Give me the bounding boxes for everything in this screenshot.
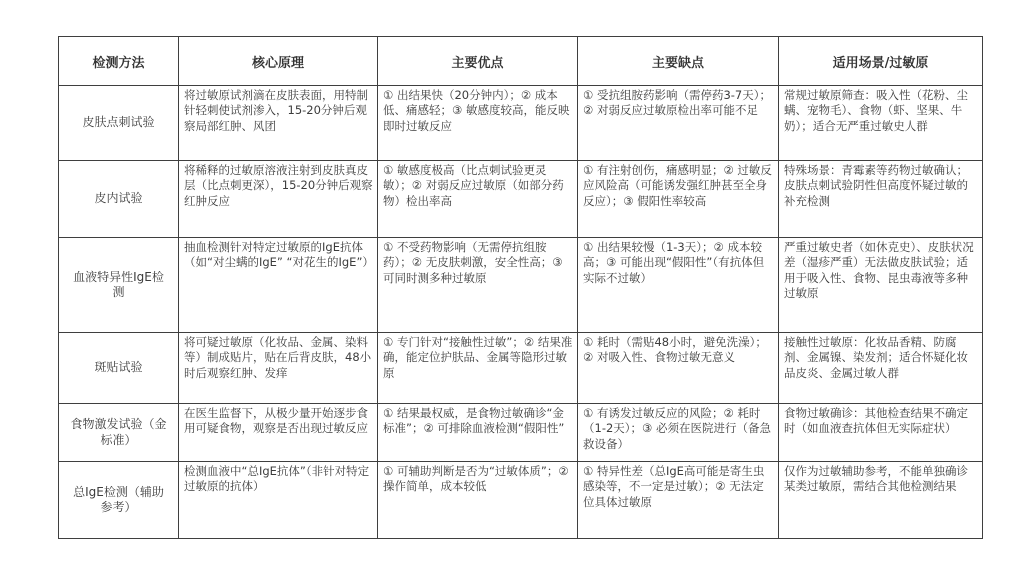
cell-method: 斑贴试验 (59, 333, 179, 404)
cell-cons: ① 有诱发过敏反应的风险；② 耗时（1-2天）；③ 必须在医院进行（备急救设备） (578, 404, 779, 462)
cell-principle: 将过敏原试剂滴在皮肤表面，用特制针轻刺使试剂渗入，15-20分钟后观察局部红肿、风团 (179, 86, 378, 161)
cell-method: 皮内试验 (59, 161, 179, 238)
cell-principle: 在医生监督下，从极少量开始逐步食用可疑食物，观察是否出现过敏反应 (179, 404, 378, 462)
cell-principle: 将稀释的过敏原溶液注射到皮肤真皮层（比点刺更深），15-20分钟后观察红肿反应 (179, 161, 378, 238)
col-header-cons: 主要缺点 (578, 37, 779, 86)
cell-method: 总IgE检测（辅助参考） (59, 462, 179, 539)
allergy-test-comparison-table (58, 36, 983, 539)
col-header-method: 检测方法 (59, 37, 179, 86)
cell-principle: 检测血液中“总IgE抗体”（非针对特定过敏原的抗体） (179, 462, 378, 539)
cell-pros: ① 专门针对“接触性过敏”；② 结果准确，能定位护肤品、金属等隐形过敏原 (378, 333, 578, 404)
table-row (59, 404, 983, 462)
cell-pros: ① 可辅助判断是否为“过敏体质”；② 操作简单，成本较低 (378, 462, 578, 539)
col-header-principle: 核心原理 (179, 37, 378, 86)
cell-pros: ① 结果最权威，是食物过敏确诊“金标准”；② 可排除血液检测“假阳性” (378, 404, 578, 462)
header-row (59, 37, 983, 86)
table-row (59, 161, 983, 238)
cell-scenarios: 常规过敏原筛查：吸入性（花粉、尘螨、宠物毛）、食物（虾、坚果、牛奶）；适合无严重过敏史人群 (779, 86, 983, 161)
cell-principle: 抽血检测针对特定过敏原的IgE抗体（如“对尘螨的IgE” “对花生的IgE”） (179, 238, 378, 333)
cell-scenarios: 接触性过敏原：化妆品香精、防腐剂、金属镍、染发剂；适合怀疑化妆品皮炎、金属过敏人群 (779, 333, 983, 404)
cell-cons: ① 出结果较慢（1-3天）；② 成本较高；③ 可能出现“假阳性”（有抗体但实际不过敏） (578, 238, 779, 333)
cell-cons: ① 特异性差（总IgE高可能是寄生虫感染等，不一定是过敏）；② 无法定位具体过敏原 (578, 462, 779, 539)
table-row (59, 86, 983, 161)
cell-scenarios: 特殊场景：青霉素等药物过敏确认；皮肤点刺试验阴性但高度怀疑过敏的补充检测 (779, 161, 983, 238)
cell-principle: 将可疑过敏原（化妆品、金属、染料等）制成贴片，贴在后背皮肤，48小时后观察红肿、发痒 (179, 333, 378, 404)
cell-scenarios: 仅作为过敏辅助参考，不能单独确诊某类过敏原，需结合其他检测结果 (779, 462, 983, 539)
cell-method: 食物激发试验（金标准） (59, 404, 179, 462)
cell-scenarios: 严重过敏史者（如休克史）、皮肤状况差（湿疹严重）无法做皮肤试验；适用于吸入性、食物、昆虫毒液等多种过敏原 (779, 238, 983, 333)
cell-pros: ① 出结果快（20分钟内）；② 成本低、痛感轻；③ 敏感度较高，能反映即时过敏反应 (378, 86, 578, 161)
cell-cons: ① 耗时（需贴48小时，避免洗澡）；② 对吸入性、食物过敏无意义 (578, 333, 779, 404)
table-row (59, 462, 983, 539)
cell-cons: ① 受抗组胺药影响（需停药3-7天）；② 对弱反应过敏原检出率可能不足 (578, 86, 779, 161)
cell-method: 皮肤点刺试验 (59, 86, 179, 161)
col-header-scenarios: 适用场景/过敏原 (779, 37, 983, 86)
cell-cons: ① 有注射创伤，痛感明显；② 过敏反应风险高（可能诱发强红肿甚至全身反应）；③ 假阳性率较高 (578, 161, 779, 238)
cell-method: 血液特异性IgE检测 (59, 238, 179, 333)
col-header-pros: 主要优点 (378, 37, 578, 86)
table-row (59, 333, 983, 404)
cell-scenarios: 食物过敏确诊：其他检查结果不确定时（如血液查抗体但无实际症状） (779, 404, 983, 462)
cell-pros: ① 不受药物影响（无需停抗组胺药）；② 无皮肤刺激，安全性高；③ 可同时测多种过敏原 (378, 238, 578, 333)
table-row (59, 238, 983, 333)
comparison-table (58, 36, 983, 539)
cell-pros: ① 敏感度极高（比点刺试验更灵敏）；② 对弱反应过敏原（如部分药物）检出率高 (378, 161, 578, 238)
